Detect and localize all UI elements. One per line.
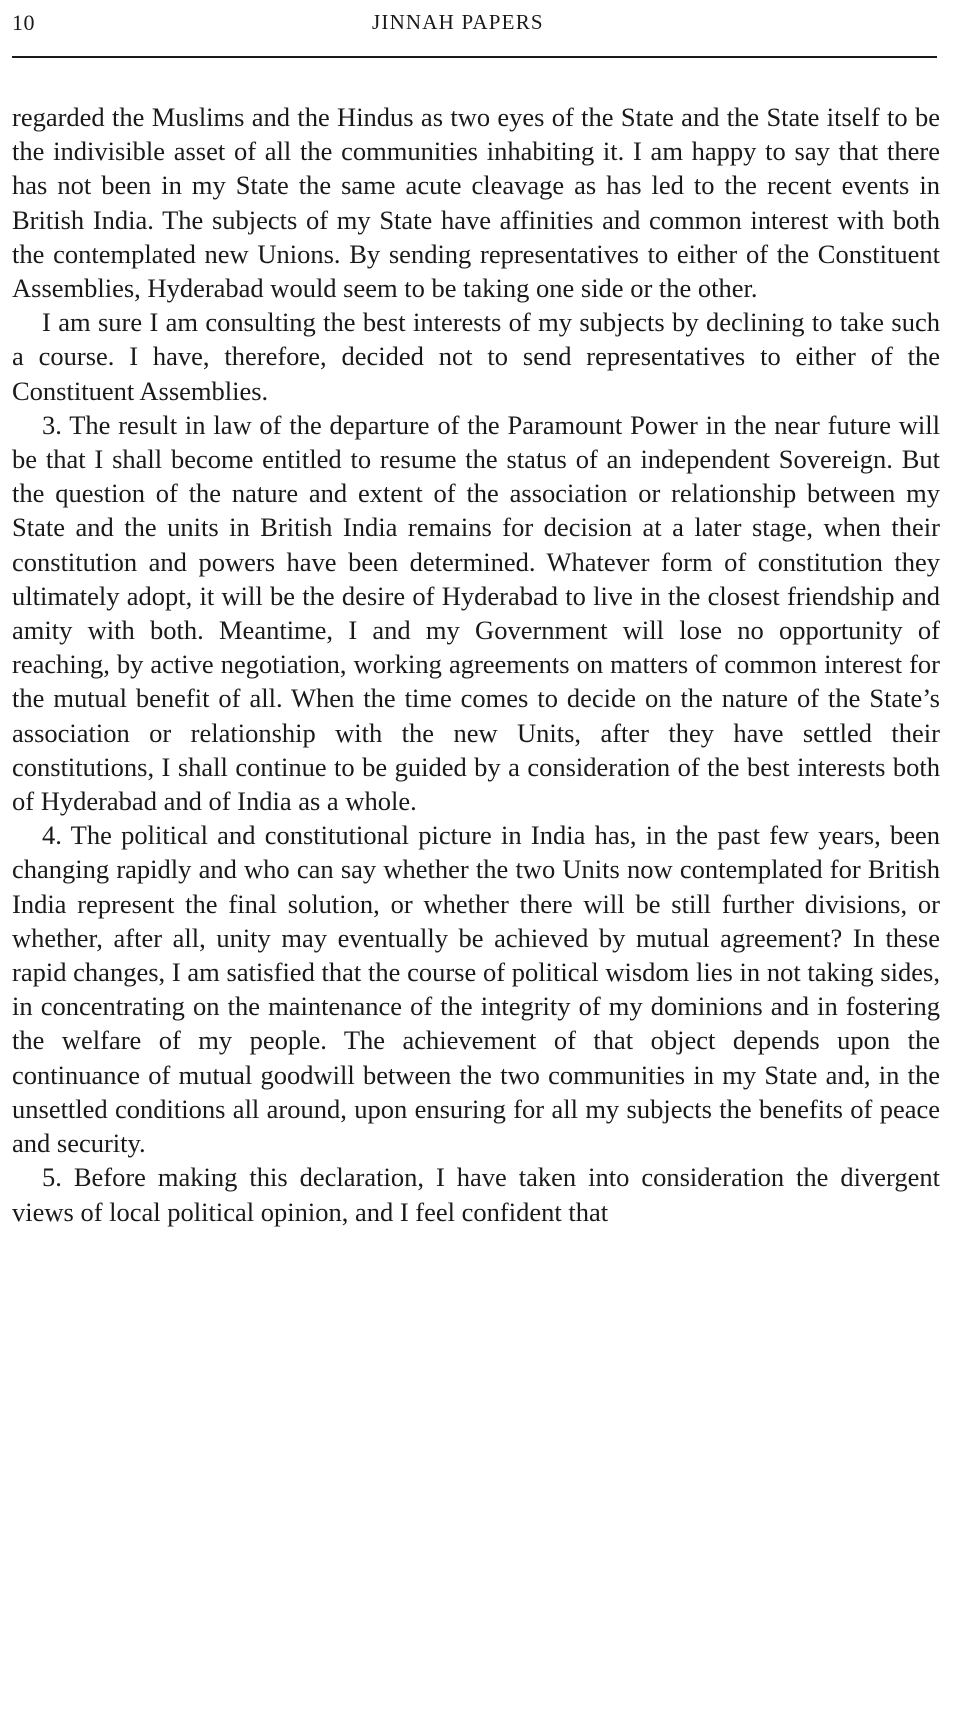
paragraph: I am sure I am consulting the best interests of my subjects by declining to take such a course. I have, therefore, decided not to send representatives to either of the Constituent Assemblies. — [12, 307, 940, 406]
body-text — [12, 100, 940, 1229]
page-number: 10 — [12, 10, 35, 35]
running-title: JINNAH PAPERS — [372, 10, 544, 34]
running-header — [12, 10, 956, 46]
paragraph-3: 3. The result in law of the departure of the Paramount Power in the near future will be that I shall become entitled to resume the status of an independent Sovereign. But the question of the nature and extent of the association or relationship between my State and the units in British India remains for decision at a later stage, when their constitution and powers have been determined. Whatever form of constitution they ultimately adopt, it will be the desire of Hyderabad to live in the closest friendship and amity with both. Meantime, I and my Government will lose no opportunity of reaching, by active negotiation, working agreements on matters of common interest for the mutual benefit of all. When the time comes to decide on the nature of the State’s association or relationship with the new Units, after they have settled their constitutions, I shall continue to be guided by a consideration of the best interests both of Hyderabad and of India as a whole. — [12, 409, 940, 817]
header-divider — [12, 56, 937, 58]
paragraph-4: 4. The political and constitutional picture in India has, in the past few years, been changing rapidly and who can say whether the two Units now contemplated for British India represent the final solution, or whether there will be still further divisions, or whether, after all, unity may eventually be achieved by mutual agreement? In these rapid changes, I am satisfied that the course of political wisdom lies in not taking sides, in concentrating on the maintenance of the integrity of my dominions and in fostering the welfare of my people. The achievement of that object depends upon the continuance of mutual goodwill between the two communities in my State and, in the unsettled conditions all around, upon ensuring for all my subjects the benefits of peace and security. — [12, 820, 940, 1159]
paragraph-5: 5. Before making this declaration, I have taken into consideration the divergent views of local political opinion, and I feel confident that — [12, 1162, 940, 1227]
paragraph-continuation: regarded the Muslims and the Hindus as two eyes of the State and the State itself to be the indivisible asset of all the communities inhabiting it. I am happy to say that there has not been in my State the same acute cleavage as has led to the recent events in British India. The subjects of my State have affinities and common interest with both the contemplated new Unions. By sending representatives to either of the Constituent Assemblies, Hyderabad would seem to be taking one side or the other. — [12, 102, 940, 304]
